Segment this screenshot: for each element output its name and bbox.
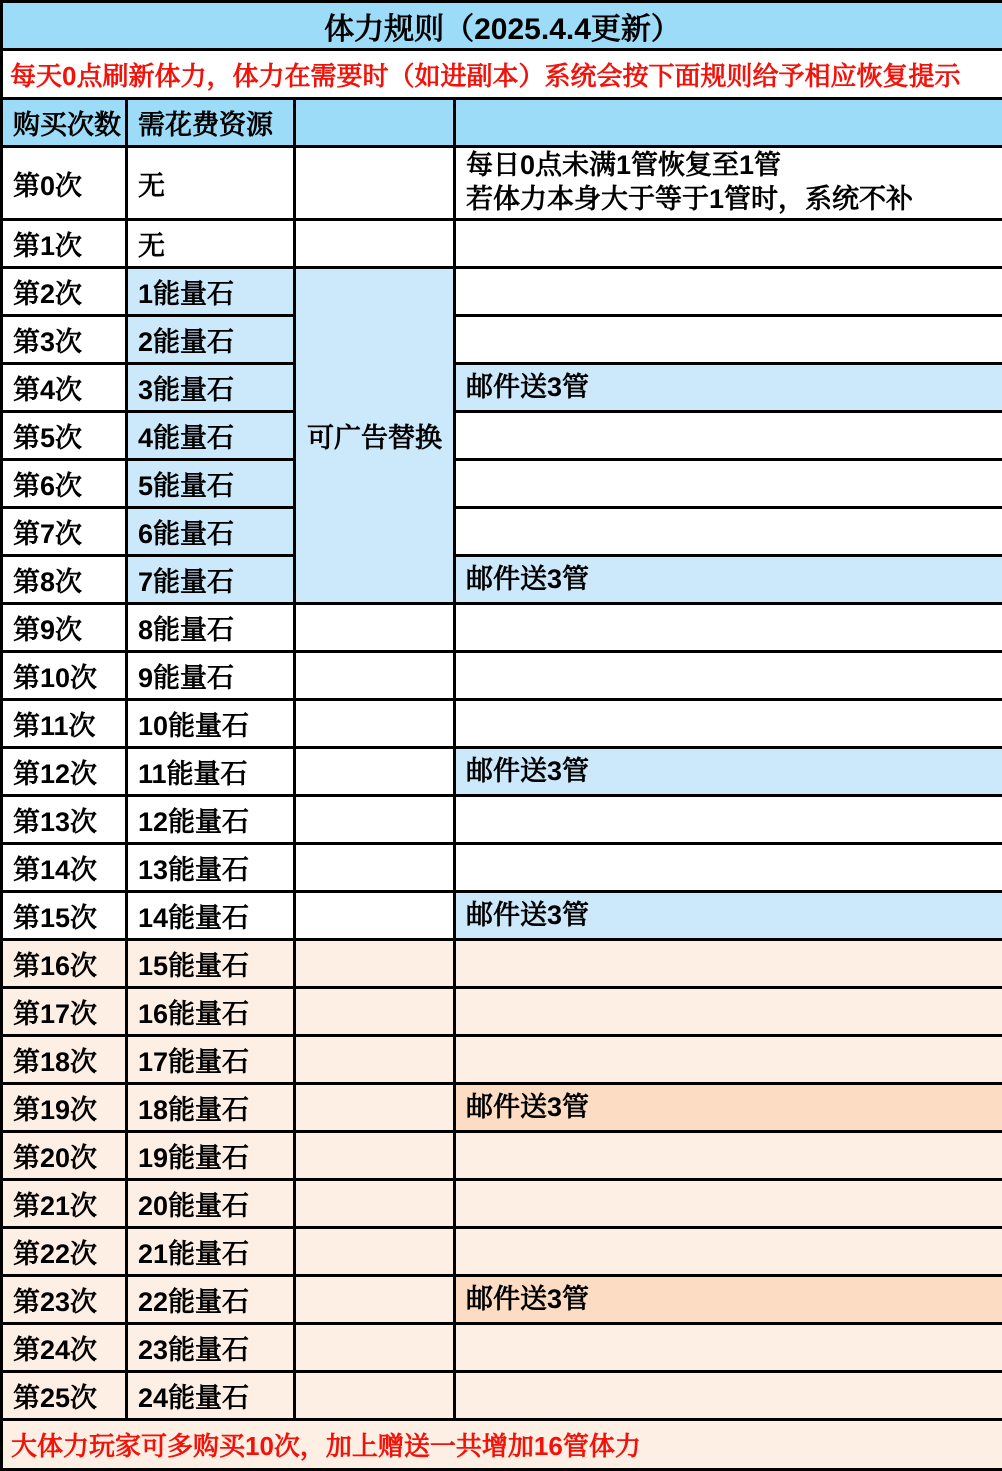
- resource-cost-cell: 22能量石: [127, 1276, 295, 1324]
- recovery-note-cell: 邮件送3管: [455, 1276, 1002, 1324]
- resource-cost-cell: 2能量石: [127, 316, 295, 364]
- resource-cost-cell: 无: [127, 220, 295, 268]
- spacer-cell: [295, 1036, 455, 1084]
- spacer-cell: [295, 652, 455, 700]
- purchase-count-cell: 第1次: [2, 220, 127, 268]
- resource-cost-cell: 1能量石: [127, 268, 295, 316]
- resource-cost-cell: 8能量石: [127, 604, 295, 652]
- spacer-cell: [295, 748, 455, 796]
- purchase-count-cell: 第18次: [2, 1036, 127, 1084]
- col-header-resource-cost: 需花费资源: [127, 99, 295, 147]
- col-header-empty-1: [295, 99, 455, 147]
- table-row: [2, 364, 1002, 412]
- resource-cost-cell: 17能量石: [127, 1036, 295, 1084]
- resource-cost-cell: 20能量石: [127, 1180, 295, 1228]
- resource-cost-cell: 5能量石: [127, 460, 295, 508]
- table-row: [2, 700, 1002, 748]
- recovery-note-cell: [455, 1228, 1002, 1276]
- table-row: [2, 1180, 1002, 1228]
- purchase-count-cell: 第14次: [2, 844, 127, 892]
- purchase-count-cell: 第2次: [2, 268, 127, 316]
- recovery-note-cell: [455, 316, 1002, 364]
- col-header-empty-2: [455, 99, 1002, 147]
- recovery-note-cell: [455, 268, 1002, 316]
- resource-cost-cell: 6能量石: [127, 508, 295, 556]
- spacer-cell: [295, 844, 455, 892]
- column-header-row: [2, 99, 1002, 147]
- table-row: [2, 652, 1002, 700]
- table-row: [2, 988, 1002, 1036]
- recovery-note-cell: [455, 1036, 1002, 1084]
- resource-cost-cell: 13能量石: [127, 844, 295, 892]
- recovery-note-cell: [455, 988, 1002, 1036]
- purchase-count-cell: 第24次: [2, 1324, 127, 1372]
- purchase-count-cell: 第12次: [2, 748, 127, 796]
- recovery-note-cell: [455, 604, 1002, 652]
- resource-cost-cell: 10能量石: [127, 700, 295, 748]
- spacer-cell: [295, 220, 455, 268]
- table-row: [2, 844, 1002, 892]
- purchase-count-cell: 第13次: [2, 796, 127, 844]
- purchase-count-cell: 第16次: [2, 940, 127, 988]
- spacer-cell: [295, 700, 455, 748]
- table-row: [2, 556, 1002, 604]
- recovery-note-cell: [455, 940, 1002, 988]
- refresh-rule-note: 每天0点刷新体力，体力在需要时（如进副本）系统会按下面规则给予相应恢复提示: [2, 50, 1002, 99]
- purchase-count-cell: 第5次: [2, 412, 127, 460]
- col-header-purchase-count: 购买次数: [2, 99, 127, 147]
- purchase-count-cell: 第0次: [2, 147, 127, 220]
- resource-cost-cell: 9能量石: [127, 652, 295, 700]
- recovery-note-cell: [455, 508, 1002, 556]
- resource-cost-cell: 4能量石: [127, 412, 295, 460]
- table-row: [2, 147, 1002, 220]
- resource-cost-cell: 14能量石: [127, 892, 295, 940]
- resource-cost-cell: 19能量石: [127, 1132, 295, 1180]
- table-row: [2, 220, 1002, 268]
- purchase-count-cell: 第19次: [2, 1084, 127, 1132]
- resource-cost-cell: 11能量石: [127, 748, 295, 796]
- table-row: [2, 268, 1002, 316]
- resource-cost-cell: 18能量石: [127, 1084, 295, 1132]
- purchase-count-cell: 第25次: [2, 1372, 127, 1420]
- resource-cost-cell: 3能量石: [127, 364, 295, 412]
- purchase-count-cell: 第3次: [2, 316, 127, 364]
- spacer-cell: [295, 147, 455, 220]
- resource-cost-cell: 12能量石: [127, 796, 295, 844]
- table-head-section: [2, 2, 1002, 147]
- recovery-note-cell: 邮件送3管: [455, 748, 1002, 796]
- page-title: 体力规则（2025.4.4更新）: [2, 2, 1002, 50]
- spacer-cell: [295, 988, 455, 1036]
- purchase-count-cell: 第9次: [2, 604, 127, 652]
- recovery-note-cell: [455, 844, 1002, 892]
- spacer-cell: [295, 1276, 455, 1324]
- table-footer-section: [2, 1420, 1002, 1470]
- recovery-note-cell: [455, 1372, 1002, 1420]
- purchase-count-cell: 第20次: [2, 1132, 127, 1180]
- recovery-note-cell: [455, 220, 1002, 268]
- recovery-note-cell: [455, 652, 1002, 700]
- spacer-cell: [295, 1132, 455, 1180]
- recovery-note-cell: [455, 796, 1002, 844]
- purchase-count-cell: 第17次: [2, 988, 127, 1036]
- recovery-note-cell: [455, 412, 1002, 460]
- table-row: [2, 796, 1002, 844]
- table-row: [2, 940, 1002, 988]
- recovery-note-cell: 每日0点未满1管恢复至1管 若体力本身大于等于1管时，系统不补: [455, 147, 1002, 220]
- table-row: [2, 1132, 1002, 1180]
- resource-cost-cell: 7能量石: [127, 556, 295, 604]
- spacer-cell: [295, 604, 455, 652]
- table-row: [2, 1228, 1002, 1276]
- spacer-cell: [295, 796, 455, 844]
- table-row: [2, 460, 1002, 508]
- recovery-note-cell: [455, 1324, 1002, 1372]
- resource-cost-cell: 15能量石: [127, 940, 295, 988]
- purchase-count-cell: 第10次: [2, 652, 127, 700]
- recovery-note-cell: 邮件送3管: [455, 364, 1002, 412]
- top-note-row: [2, 50, 1002, 99]
- table-row: [2, 1276, 1002, 1324]
- table-row: [2, 412, 1002, 460]
- purchase-count-cell: 第22次: [2, 1228, 127, 1276]
- resource-cost-cell: 21能量石: [127, 1228, 295, 1276]
- footer-row: [2, 1420, 1002, 1470]
- purchase-count-cell: 第6次: [2, 460, 127, 508]
- recovery-note-cell: [455, 1180, 1002, 1228]
- spacer-cell: [295, 1180, 455, 1228]
- table-row: [2, 1036, 1002, 1084]
- spacer-cell: [295, 892, 455, 940]
- purchase-count-cell: 第11次: [2, 700, 127, 748]
- ad-replace-cell: 可广告替换: [295, 268, 455, 604]
- purchase-count-cell: 第23次: [2, 1276, 127, 1324]
- table-row: [2, 1084, 1002, 1132]
- table-row: [2, 892, 1002, 940]
- bonus-summary-note: 大体力玩家可多购买10次，加上赠送一共增加16管体力: [2, 1420, 1002, 1470]
- table-row: [2, 604, 1002, 652]
- recovery-note-cell: [455, 460, 1002, 508]
- resource-cost-cell: 23能量石: [127, 1324, 295, 1372]
- spacer-cell: [295, 1324, 455, 1372]
- spacer-cell: [295, 1084, 455, 1132]
- purchase-count-cell: 第15次: [2, 892, 127, 940]
- recovery-note-cell: [455, 700, 1002, 748]
- resource-cost-cell: 24能量石: [127, 1372, 295, 1420]
- purchase-count-cell: 第7次: [2, 508, 127, 556]
- table-row: [2, 1324, 1002, 1372]
- purchase-count-cell: 第8次: [2, 556, 127, 604]
- recovery-note-cell: 邮件送3管: [455, 1084, 1002, 1132]
- spacer-cell: [295, 1228, 455, 1276]
- table-body: [2, 147, 1002, 1420]
- purchase-count-cell: 第21次: [2, 1180, 127, 1228]
- spacer-cell: [295, 940, 455, 988]
- resource-cost-cell: 16能量石: [127, 988, 295, 1036]
- recovery-note-cell: 邮件送3管: [455, 556, 1002, 604]
- table-row: [2, 508, 1002, 556]
- spacer-cell: [295, 1372, 455, 1420]
- table-row: [2, 1372, 1002, 1420]
- recovery-note-cell: [455, 1132, 1002, 1180]
- table-row: [2, 748, 1002, 796]
- recovery-note-cell: 邮件送3管: [455, 892, 1002, 940]
- resource-cost-cell: 无: [127, 147, 295, 220]
- title-row: [2, 2, 1002, 50]
- purchase-count-cell: 第4次: [2, 364, 127, 412]
- table-row: [2, 316, 1002, 364]
